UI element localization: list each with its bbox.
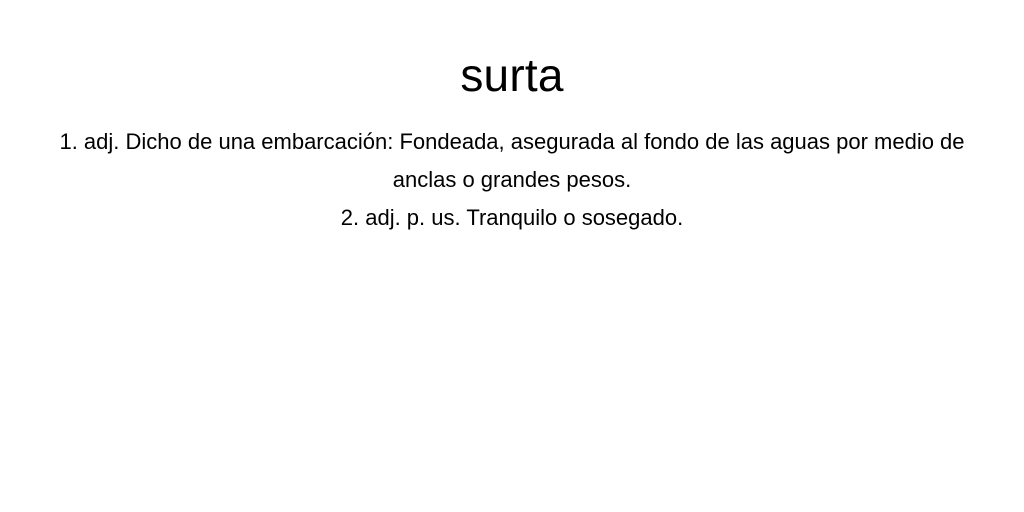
definition-item: 1. adj. Dicho de una embarcación: Fondeada, asegurada al fondo de las aguas por medio de anclas o grandes pesos. xyxy=(59,129,965,192)
definition-list xyxy=(40,123,984,237)
entry-word: surta xyxy=(460,49,564,101)
definition-item: 2. adj. p. us. Tranquilo o sosegado. xyxy=(340,205,684,230)
